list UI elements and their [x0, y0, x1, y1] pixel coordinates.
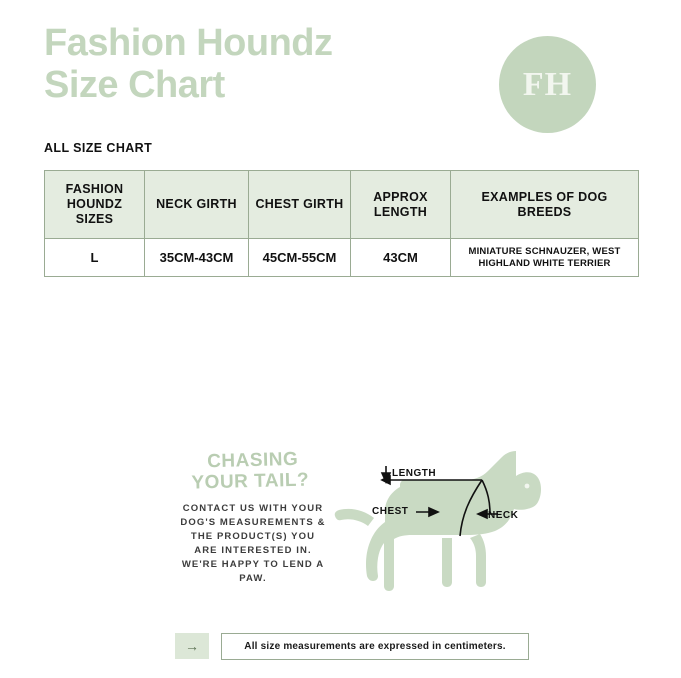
cell-size: L: [45, 239, 145, 277]
measurement-units-note: All size measurements are expressed in centimeters.: [221, 633, 529, 660]
label-chest: CHEST: [372, 506, 409, 517]
table-row: [45, 239, 639, 277]
page-title: [44, 22, 464, 106]
table-header-chest-girth: CHEST GIRTH: [249, 171, 351, 239]
page-title-line2: Size Chart: [44, 64, 225, 106]
cell-neck-girth: 35CM-43CM: [145, 239, 249, 277]
label-neck: NECK: [488, 510, 519, 521]
chasing-tail-title-line1: CHASING: [206, 448, 299, 473]
table-header-neck-girth: NECK GIRTH: [145, 171, 249, 239]
chasing-tail-body: CONTACT US WITH YOUR DOG'S MEASUREMENTS & THE PRODUCT(S) YOU ARE INTERESTED IN. WE'RE HAPPY TO LEND A PAW.: [180, 503, 326, 584]
table-header-approx-length: APPROX LENGTH: [351, 171, 451, 239]
cell-breeds: MINIATURE SCHNAUZER, WEST HIGHLAND WHITE TERRIER: [451, 239, 639, 277]
header: [44, 22, 638, 122]
table-header-row: [45, 171, 639, 239]
chasing-tail-title-line2: YOUR TAIL?: [191, 469, 310, 494]
chasing-tail-title: [177, 448, 328, 494]
cell-approx-length: 43CM: [351, 239, 451, 277]
table-header-sizes: FASHION HOUNDZ SIZES: [45, 171, 145, 239]
page-title-line1: Fashion Houndz: [44, 22, 333, 64]
arrow-right-icon: →: [175, 633, 209, 659]
chasing-tail-block: [178, 450, 328, 586]
brand-logo-text: FH: [522, 65, 573, 103]
dog-measurement-diagram: [330, 440, 580, 620]
section-subheading: ALL SIZE CHART: [44, 141, 153, 155]
cell-chest-girth: 45CM-55CM: [249, 239, 351, 277]
dog-silhouette-icon: [330, 440, 580, 620]
bottom-section: [0, 440, 681, 678]
size-table: [44, 170, 639, 277]
brand-logo: [499, 36, 596, 133]
footer-note-row: [175, 630, 595, 662]
table-header-breeds: EXAMPLES OF DOG BREEDS: [451, 171, 639, 239]
label-length: LENGTH: [392, 468, 437, 479]
size-table-container: [44, 170, 638, 277]
